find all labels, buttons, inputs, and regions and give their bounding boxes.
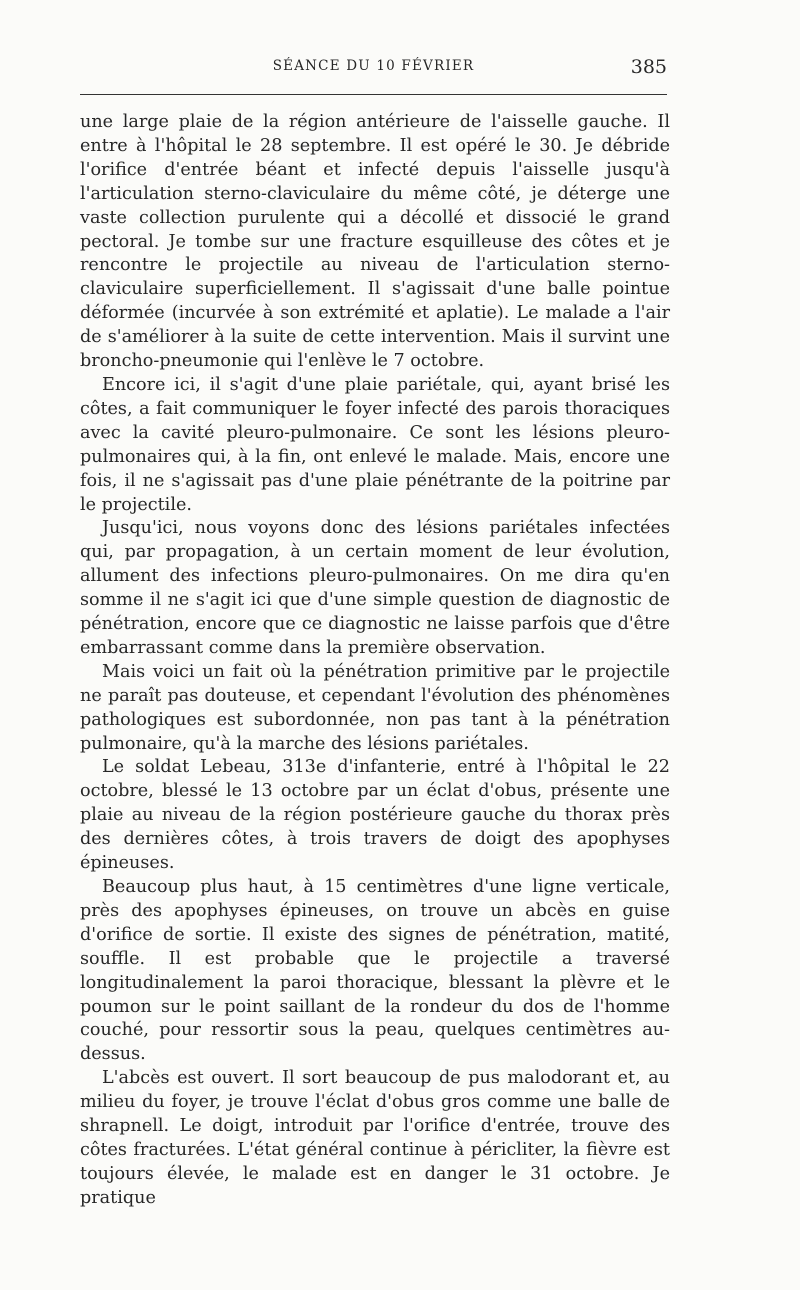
header-rule	[80, 94, 667, 95]
paragraph: L'abcès est ouvert. Il sort beaucoup de pus malodorant et, au milieu du foyer, je trouve l'éclat d'obus gros comme une balle de shrapnell. Le doigt, introduit par l'orifice d'entrée, trouve des côtes fracturées. L'état général continue à péricliter, la fièvre est toujours élevée, le malade est en danger le 31 octobre. Je pratique	[80, 1068, 670, 1208]
paragraph: Mais voici un fait où la pénétration primitive par le projectile ne paraît pas douteuse, et cependant l'évolution des phénomènes pathologiques est subordonnée, non pas tant à la pénétration pulmonaire, qu'à la marche des lésions pariétales.	[80, 661, 670, 754]
paragraph: une large plaie de la région antérieure de l'aisselle gauche. Il entre à l'hôpital le 28 septembre. Il est opéré le 30. Je débride l'orifice d'entrée béant et infecté depuis l'aisselle jusqu'à l'articulation sterno-claviculaire du même côté, je déterge une vaste collection purulente qui a décollé et dissocié le grand pectoral. Je tombe sur une fracture esquilleuse des côtes et je rencontre le projectile au niveau de l'articulation sterno-claviculaire superficiellement. Il s'agissait d'une balle pointue déformée (incurvée à son extrémité et aplatie). Le malade a l'air de s'améliorer à la suite de cette intervention. Mais il survint une broncho-pneumonie qui l'enlève le 7 octobre.	[80, 112, 670, 372]
paragraph: Le soldat Lebeau, 313e d'infanterie, entré à l'hôpital le 22 octobre, blessé le 13 octobre par un éclat d'obus, présente une plaie au niveau de la région postérieure gauche du thorax près des dernières côtes, à trois travers de doigt des apophyses épineuses.	[80, 757, 670, 874]
paragraph: Jusqu'ici, nous voyons donc des lésions pariétales infectées qui, par propagation, à un certain moment de leur évolution, allument des infections pleuro-pulmonaires. On me dira qu'en somme il ne s'agit ici que d'une simple question de diagnostic de pénétration, encore que ce diagnostic ne laisse parfois que d'être embarrassant comme dans la première observation.	[80, 518, 670, 658]
running-title: SÉANCE DU 10 FÉVRIER	[272, 58, 475, 74]
paragraph: Encore ici, il s'agit d'une plaie pariétale, qui, ayant brisé les côtes, a fait communiquer le foyer infecté des parois thoraciques avec la cavité pleuro-pulmonaire. Ce sont les lésions pleuro-pulmonaires qui, à la fin, ont enlevé le malade. Mais, encore une fois, il ne s'agissait pas d'une plaie pénétrante de la poitrine par le projectile.	[80, 374, 670, 515]
page-number: 385	[630, 56, 667, 78]
body-text	[80, 111, 670, 1211]
paragraph: Beaucoup plus haut, à 15 centimètres d'une ligne verticale, près des apophyses épineuses, on trouve un abcès en guise d'orifice de sortie. Il existe des signes de pénétration, matité, souffle. Il est probable que le projectile a traversé longitudinalement la paroi thoracique, blessant la plèvre et le poumon sur le point saillant de la rondeur du dos de l'homme couché, pour ressortir sous la peau, quelques centimètres au-dessus.	[80, 877, 670, 1065]
page-header	[80, 58, 667, 84]
